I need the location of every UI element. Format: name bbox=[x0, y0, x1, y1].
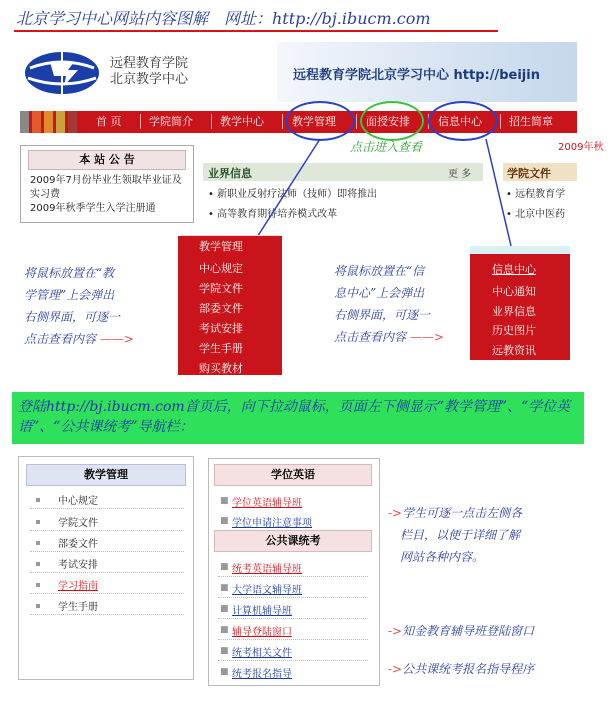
annotation-text: 栏目，以便于详细了解 bbox=[400, 528, 521, 542]
desc-right-line: 息中心”上会弹出 bbox=[334, 286, 425, 300]
teaching-panel-item[interactable]: 中心规定 bbox=[58, 496, 98, 507]
desc-right-line bbox=[334, 326, 470, 348]
bullet-icon bbox=[36, 520, 40, 524]
notice-item[interactable]: 2009年7月份毕业生领取毕业证及实习费 bbox=[30, 175, 182, 200]
annotation-panels bbox=[388, 502, 522, 568]
desc-right-line: 将鼠标放置在“信 bbox=[334, 264, 425, 278]
divider bbox=[30, 551, 184, 552]
divider bbox=[218, 597, 368, 598]
arrow-right-icon: -> bbox=[388, 662, 403, 676]
popup-teaching-item[interactable]: 部委文件 bbox=[199, 302, 243, 315]
nav-date: 2009年秋 bbox=[558, 142, 604, 153]
exam-panel-title: 公共课统考 bbox=[214, 530, 372, 552]
logo-line2: 北京教学中心 bbox=[110, 72, 189, 87]
nav-teaching-center[interactable]: 教学中心 bbox=[220, 115, 264, 128]
degree-panel-link[interactable]: 学位英语辅导班 bbox=[232, 498, 302, 509]
teaching-panel-title: 教学管理 bbox=[26, 464, 186, 486]
bullet-icon bbox=[36, 541, 40, 545]
annotation-text: 公共课统考报名指导程序 bbox=[402, 662, 535, 676]
desc-left-line: 学管理”上会弹出 bbox=[24, 288, 115, 302]
bullet-icon bbox=[36, 498, 40, 502]
school-docs-item-text: 远程教育学 bbox=[515, 189, 566, 200]
click-hint: 点击进入查看 bbox=[350, 140, 423, 154]
bullet-icon bbox=[36, 583, 40, 587]
popup-info-item[interactable]: 业界信息 bbox=[492, 305, 536, 318]
popup-info-item-header[interactable]: 信息中心 bbox=[492, 263, 536, 276]
divider bbox=[30, 508, 184, 509]
teaching-panel-item-active[interactable]: 学习指南 bbox=[58, 581, 98, 592]
desc-left-line: 将鼠标放置在“教 bbox=[24, 266, 115, 280]
bullet-icon: ■ bbox=[220, 583, 229, 593]
nav-class-schedule[interactable]: 面授安排 bbox=[366, 115, 410, 128]
divider bbox=[30, 572, 184, 573]
popup-info-item[interactable]: 远教资讯 bbox=[492, 344, 536, 357]
degree-panel-title: 学位英语 bbox=[214, 464, 372, 486]
desc-right bbox=[334, 260, 470, 348]
divider bbox=[30, 593, 184, 594]
nav-about[interactable]: 学院简介 bbox=[149, 115, 193, 128]
teaching-panel bbox=[18, 456, 194, 680]
exam-panel-link[interactable]: 统考报名指导 bbox=[232, 669, 292, 680]
logo-line1: 远程教育学院 bbox=[110, 56, 189, 71]
annotation-text: 网站各种内容。 bbox=[400, 550, 485, 564]
bullet-icon: ■ bbox=[220, 562, 229, 572]
popup-info-item[interactable]: 中心通知 bbox=[492, 285, 536, 298]
arrow-right-icon: -> bbox=[388, 506, 403, 520]
notice-title: 本 站 公 告 bbox=[28, 150, 186, 170]
bullet-icon: ■ bbox=[220, 646, 229, 656]
annotation-signup bbox=[388, 660, 534, 677]
school-docs-item-text: 北京中医药 bbox=[515, 209, 566, 220]
school-docs-title: 学院文件 bbox=[507, 167, 551, 180]
popup-teaching-item[interactable]: 学院文件 bbox=[199, 282, 243, 295]
exam-panel-link[interactable]: 大学语文辅导班 bbox=[232, 585, 302, 596]
popup-teaching-item[interactable]: 学生手册 bbox=[199, 342, 243, 355]
exam-panel-link[interactable]: 统考英语辅导班 bbox=[232, 564, 302, 575]
desc-left-line bbox=[24, 328, 174, 350]
bullet-icon: ■ bbox=[220, 516, 229, 526]
desc-right-line: 右侧界面，可逐一 bbox=[334, 308, 431, 322]
annotation-login bbox=[388, 622, 534, 639]
school-docs-item[interactable]: • 北京中医药 bbox=[506, 209, 566, 220]
desc-left bbox=[24, 262, 174, 350]
arrow-right-icon: -> bbox=[388, 624, 403, 638]
divider bbox=[218, 618, 368, 619]
instruction-text: 登陆http://bj.ibucm.com首页后，向下拉动鼠标，页面左下侧显示“教学管理”、“学位英语”、“公共课统考”导航栏： bbox=[18, 399, 571, 435]
industry-item[interactable]: • 新职业反射疗法师（技师）即将推出 bbox=[208, 189, 378, 200]
nav-home[interactable]: 首 页 bbox=[96, 115, 122, 128]
bullet-icon: ■ bbox=[220, 625, 229, 635]
popup-info-item[interactable]: 历史图片 bbox=[492, 324, 536, 337]
annotation-text: 知金教育辅导班登陆窗口 bbox=[402, 624, 535, 638]
industry-item[interactable]: • 高等教育期待培养模式改革 bbox=[208, 209, 338, 220]
divider bbox=[218, 639, 368, 640]
teaching-panel-item[interactable]: 部委文件 bbox=[58, 539, 98, 550]
school-docs-item[interactable]: • 远程教育学 bbox=[506, 189, 566, 200]
notice-item[interactable]: 2009年秋季学生入学注册通 bbox=[30, 203, 156, 214]
page-title: 北京学习中心网站内容图解 网址：http://bj.ibucm.com bbox=[16, 9, 431, 28]
bullet-icon: ■ bbox=[220, 496, 229, 506]
industry-item-text: 高等教育期待培养模式改革 bbox=[217, 209, 338, 220]
teaching-panel-item[interactable]: 学院文件 bbox=[58, 518, 98, 529]
nav-teaching-management[interactable]: 教学管理 bbox=[292, 115, 336, 128]
bullet-icon bbox=[36, 604, 40, 608]
divider bbox=[30, 530, 184, 531]
nav-admissions[interactable]: 招生简章 bbox=[509, 115, 553, 128]
industry-more-link[interactable]: 更 多 bbox=[448, 169, 472, 180]
exam-panel-link[interactable]: 辅导登陆窗口 bbox=[232, 627, 292, 638]
popup-teaching-item-header[interactable]: 教学管理 bbox=[199, 240, 243, 253]
desc-left-line: 右侧界面，可逐一 bbox=[24, 310, 121, 324]
bullet-icon: ■ bbox=[220, 604, 229, 614]
popup-teaching-item[interactable]: 中心规定 bbox=[199, 262, 243, 275]
bullet-icon bbox=[36, 562, 40, 566]
arrow-right-icon: ——> bbox=[409, 330, 444, 344]
banner-text: 远程教育学院北京学习中心 http://beijin bbox=[293, 68, 540, 83]
teaching-panel-item[interactable]: 考试安排 bbox=[58, 560, 98, 571]
popup-teaching-item[interactable]: 购买教材 bbox=[199, 362, 243, 375]
arrow-right-icon: ——> bbox=[99, 332, 134, 346]
exam-panel-link[interactable]: 统考相关文件 bbox=[232, 648, 292, 659]
annotation-text: 学生可逐一点击左侧各 bbox=[402, 506, 523, 520]
teaching-panel-item[interactable]: 学生手册 bbox=[58, 602, 98, 613]
bullet-icon: ■ bbox=[220, 667, 229, 677]
industry-item-text: 新职业反射疗法师（技师）即将推出 bbox=[217, 189, 378, 200]
nav-info-center[interactable]: 信息中心 bbox=[438, 115, 482, 128]
divider bbox=[218, 576, 368, 577]
industry-title: 业界信息 bbox=[208, 167, 252, 180]
popup-info-top bbox=[470, 246, 570, 254]
desc-left-text: 点击查看内容 bbox=[24, 332, 97, 346]
degree-panel-link[interactable]: 学位申请注意事项 bbox=[232, 518, 312, 529]
divider bbox=[218, 660, 368, 661]
popup-teaching-item[interactable]: 考试安排 bbox=[199, 322, 243, 335]
divider bbox=[30, 614, 184, 615]
exam-panel-link[interactable]: 计算机辅导班 bbox=[232, 606, 292, 617]
desc-right-text: 点击查看内容 bbox=[334, 330, 407, 344]
